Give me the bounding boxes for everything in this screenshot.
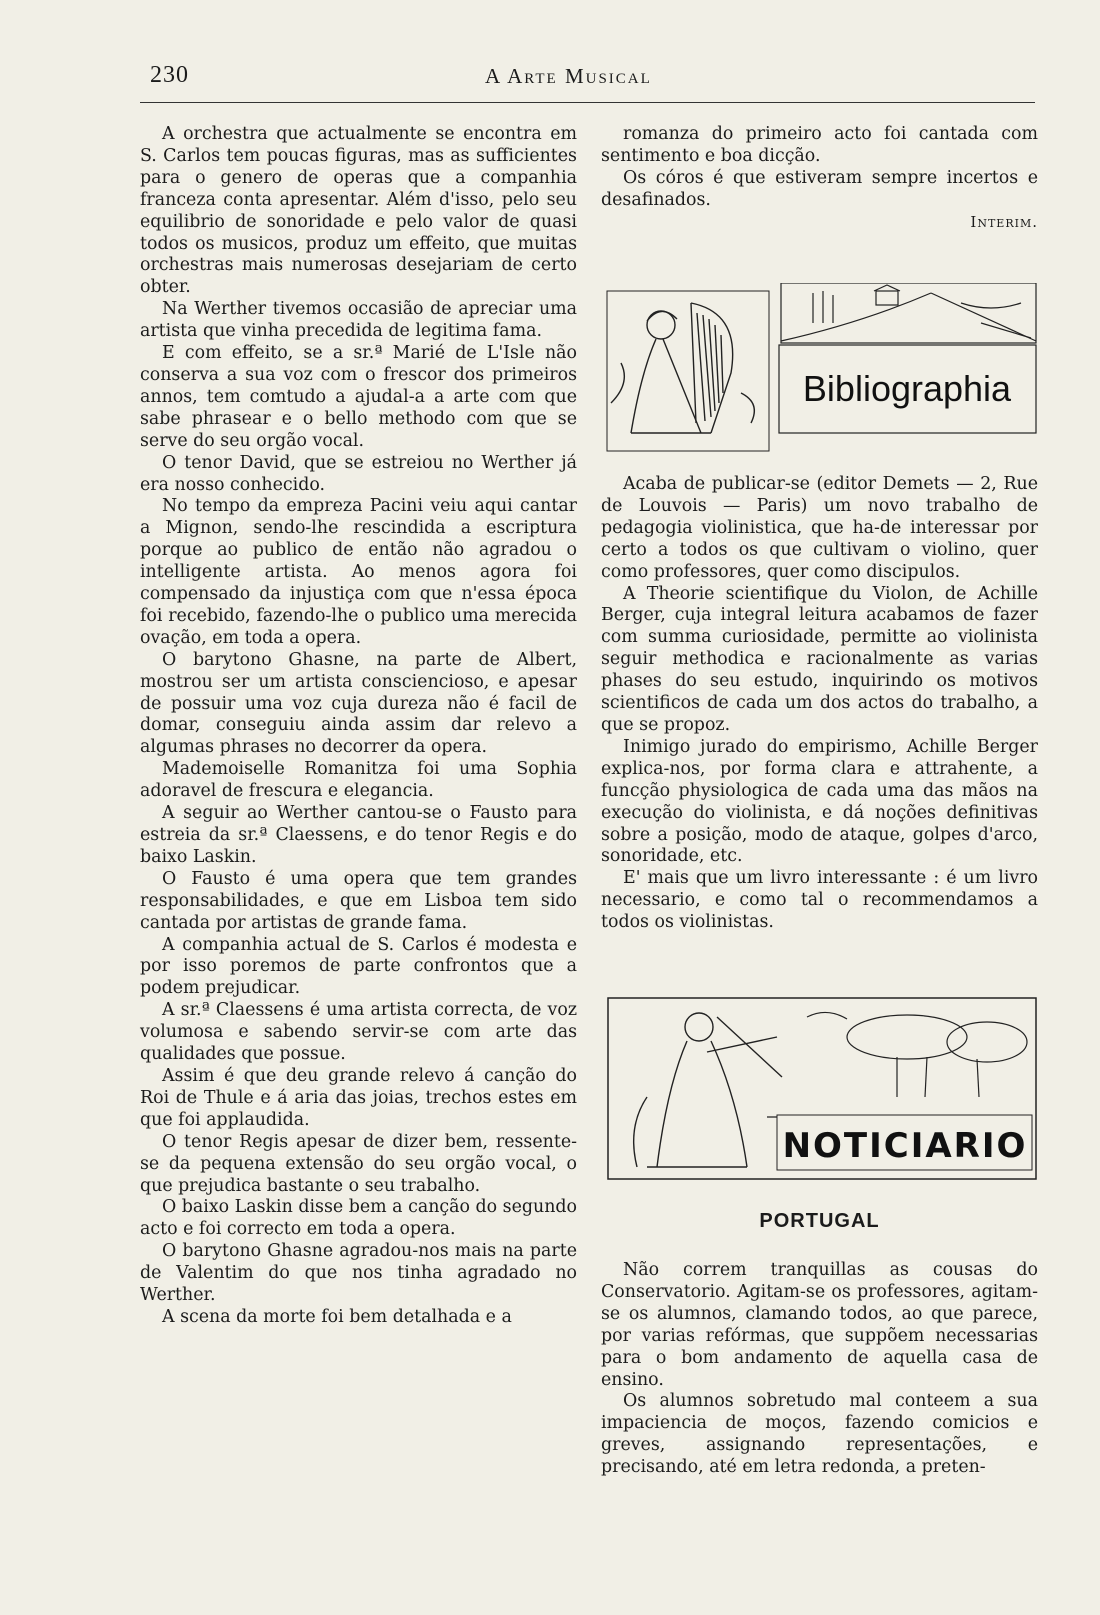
paragraph: A companhia actual de S. Carlos é modesta e por isso poremos de parte confrontos que a podem prejudicar. bbox=[140, 934, 577, 999]
paragraph: A seguir ao Werther cantou-se o Fausto para estreia da sr.ª Claessens, e do tenor Regis e do baixo Laskin. bbox=[140, 803, 577, 867]
paragraph: O Fausto é uma opera que tem grandes responsabilidades, e que em Lisboa tem sido cantada por artistas de grande fama. bbox=[140, 868, 577, 933]
page-header bbox=[140, 58, 1040, 98]
bibliographia-banner bbox=[601, 283, 1038, 458]
paragraph: No tempo da empreza Pacini veiu aqui cantar a Mignon, sendo-lhe rescindida a escriptura porque ao publico de então não agradou o intelligente artista. Ao menos agora foi compensado da injustiça com que n'essa época foi recebido, fazendo-lhe o publico uma merecida ovação, em toda a opera. bbox=[140, 496, 577, 648]
paragraph: Mademoiselle Romanitza foi uma Sophia adoravel de frescura e elegancia. bbox=[140, 759, 577, 802]
paragraph: Os córos é que estiveram sempre incertos e desafinados. bbox=[601, 167, 1038, 210]
section-heading-portugal: PORTUGAL bbox=[759, 1210, 880, 1232]
paragraph: A Theorie scientifique du Violon, de Achille Berger, cuja integral leitura acabamos de fazer com summa curiosidade, permitte ao violinista seguir methodica e racionalmente as varias phases do seu estudo, inquirindo os motivos scientificos de cada um dos actos do trabalho, a que se propoz. bbox=[601, 583, 1038, 735]
page-number: 230 bbox=[150, 62, 189, 88]
paragraph: O barytono Ghasne agradou-nos mais na parte de Valentim do que nos tinha agradado no Werther. bbox=[140, 1241, 577, 1306]
noticiario-banner bbox=[607, 997, 1037, 1180]
paragraph: A orchestra que actualmente se encontra em S. Carlos tem poucas figuras, mas as sufficientes para o genero de operas que a companhia franceza conta apresentar. Além d'isso, pelo seu equilibrio de sonoridade e pelo valor de quasi todos os musicos, produz um effeito, que muitas orchestras mais numerosas desejariam de certo obter. bbox=[140, 124, 577, 298]
paragraph: Os alumnos sobretudo mal conteem a sua impaciencia de moços, fazendo comicios e greves, assignando representações, e precisando, até em letra redonda, a preten- bbox=[601, 1391, 1038, 1478]
noticiario-title: NOTICIARIO bbox=[782, 1126, 1028, 1166]
paragraph: E' mais que um livro interessante : é um livro necessario, e como tal o recommendamos a todos os violinistas. bbox=[601, 868, 1038, 933]
paragraph: O barytono Ghasne, na parte de Albert, mostrou ser um artista consciencioso, e apesar de possuir uma voz cuja dureza não é facil de domar, conseguiu ainda assim dar relevo a algumas phrases no decorrer da opera. bbox=[140, 649, 577, 758]
header-rule bbox=[140, 102, 1035, 103]
paragraph: E com effeito, se a sr.ª Marié de L'Isle não conserva a sua voz com o frescor dos primeiros annos, tem comtudo a ajudal-a a arte com que sabe phrasear e o bello methodo com que se serve do seu orgão vocal. bbox=[140, 343, 577, 451]
bibliographia-text bbox=[601, 474, 1038, 934]
left-column bbox=[140, 124, 577, 1329]
paragraph: A sr.ª Claessens é uma artista correcta, de voz volumosa e sabendo servir-se com arte das qualidades que possue. bbox=[140, 1000, 577, 1065]
noticiario-text bbox=[601, 1260, 1038, 1479]
paragraph: Acaba de publicar-se (editor Demets — 2, Rue de Louvois — Paris) um novo trabalho de pedagogia violinistica, que ha-de interessar por certo a todos os que cultivam o violino, quer como professores, quer como discipulos. bbox=[601, 474, 1038, 582]
paragraph: Na Werther tivemos occasião de apreciar uma artista que vinha precedida de legitima fama. bbox=[140, 299, 577, 342]
bibliographia-title: Bibliographia bbox=[802, 368, 1012, 409]
right-column-top bbox=[601, 124, 1038, 234]
paragraph: O tenor David, que se estreiou no Werther já era nosso conhecido. bbox=[140, 452, 577, 495]
running-title: A Arte Musical bbox=[485, 64, 652, 88]
paragraph: Assim é que deu grande relevo á canção do Roi de Thule e á aria das joias, trechos estes em que foi applaudida. bbox=[140, 1065, 577, 1130]
paragraph: Inimigo jurado do empirismo, Achille Berger explica-nos, por forma clara e attrahente, a funcção physiologica de cada uma das mãos na execução do violinista, e dá noções definitivas sobre a posição, modo de ataque, golpes d'arco, sonoridade, etc. bbox=[601, 736, 1038, 867]
paragraph: O tenor Regis apesar de dizer bem, ressente-se da pequena extensão do seu orgão vocal, o que prejudica bastante o seu trabalho. bbox=[140, 1131, 577, 1196]
paragraph: Não correm tranquillas as cousas do Conservatorio. Agitam-se os professores, agitam-se os alumnos, clamando todos, ao que parece, por varias refórmas, que suppõem necessarias para o bom andamento de aquella casa de ensino. bbox=[601, 1260, 1038, 1390]
author-signature: Interim. bbox=[970, 212, 1038, 231]
paragraph: romanza do primeiro acto foi cantada com sentimento e boa dicção. bbox=[601, 124, 1038, 166]
paragraph: O baixo Laskin disse bem a canção do segundo acto e foi correcto em toda a opera. bbox=[140, 1197, 577, 1240]
paragraph: A scena da morte foi bem detalhada e a bbox=[162, 1306, 512, 1327]
